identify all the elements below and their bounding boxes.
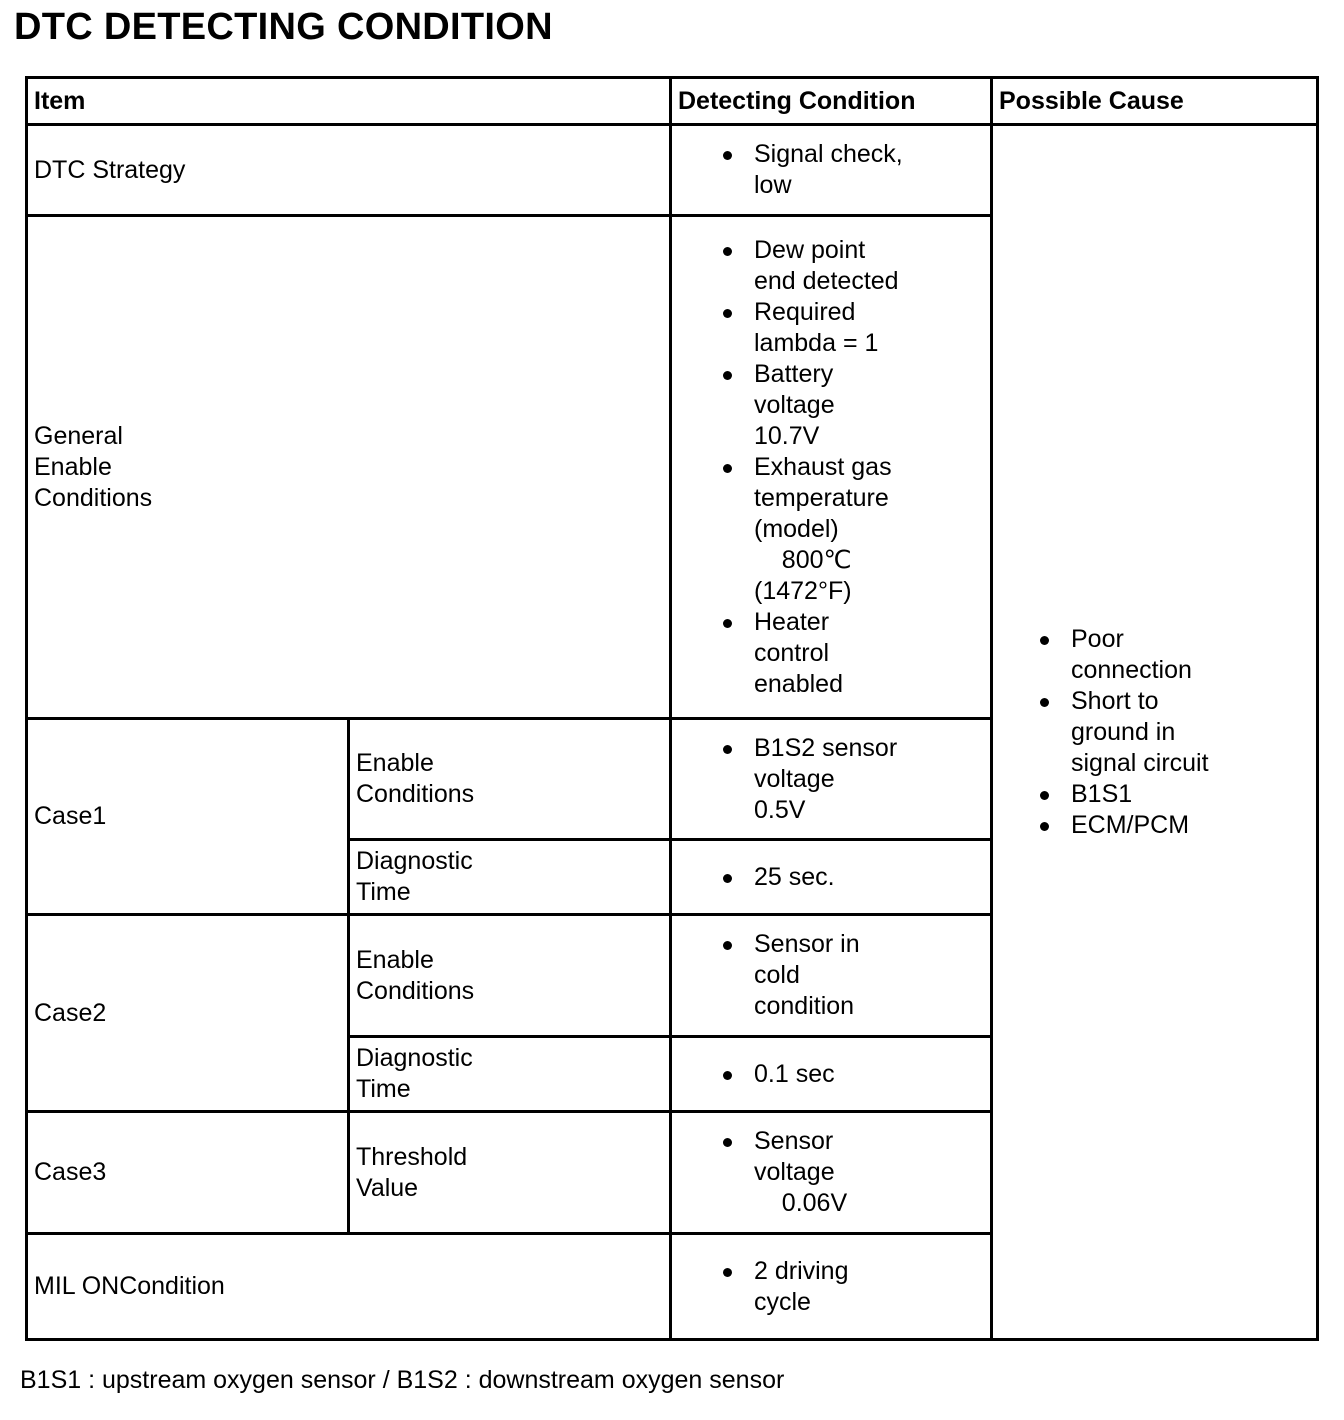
dtc-condition-table bbox=[25, 76, 1319, 1341]
bullet-item: 25 sec. bbox=[720, 862, 984, 893]
bullet-item: Signal check, low bbox=[720, 139, 984, 201]
bullet-item: Exhaust gas temperature (model) 800℃ (1472°F) bbox=[720, 452, 984, 607]
bullet-item: Short to ground in signal circuit bbox=[1037, 686, 1310, 779]
bullet-item: Poor connection bbox=[1037, 624, 1310, 686]
bullet-item: Sensor voltage 0.06V bbox=[720, 1126, 984, 1219]
header-item: Item bbox=[27, 78, 671, 125]
bullet-item: Dew point end detected bbox=[720, 235, 984, 297]
bullet-item: 2 driving cycle bbox=[720, 1256, 984, 1318]
condition-case2-enable bbox=[671, 915, 992, 1037]
item-general-enable: General Enable Conditions bbox=[27, 216, 671, 719]
page-title: DTC DETECTING CONDITION bbox=[14, 6, 553, 48]
sub-item-case1-enable: Enable Conditions bbox=[349, 719, 671, 840]
sub-item-case2-enable: Enable Conditions bbox=[349, 915, 671, 1037]
item-case2: Case2 bbox=[27, 915, 349, 1112]
condition-case2-time bbox=[671, 1037, 992, 1112]
condition-list bbox=[678, 929, 984, 1022]
item-case1: Case1 bbox=[27, 719, 349, 915]
sub-item-case3-threshold: Threshold Value bbox=[349, 1112, 671, 1234]
bullet-item: Sensor in cold condition bbox=[720, 929, 984, 1022]
condition-list bbox=[678, 733, 984, 826]
condition-list bbox=[678, 1126, 984, 1219]
possible-cause-cell bbox=[992, 125, 1318, 1340]
condition-case3-threshold bbox=[671, 1112, 992, 1234]
condition-general-enable bbox=[671, 216, 992, 719]
bullet-item: Heater control enabled bbox=[720, 607, 984, 700]
bullet-item: 0.1 sec bbox=[720, 1059, 984, 1090]
header-possible-cause: Possible Cause bbox=[992, 78, 1318, 125]
bullet-item: Required lambda = 1 bbox=[720, 297, 984, 359]
condition-list bbox=[678, 1256, 984, 1318]
sub-item-case2-time: Diagnostic Time bbox=[349, 1037, 671, 1112]
item-mil-on: MIL ONCondition bbox=[27, 1234, 671, 1340]
condition-dtc-strategy bbox=[671, 125, 992, 216]
bullet-item: Battery voltage 10.7V bbox=[720, 359, 984, 452]
condition-list bbox=[678, 139, 984, 201]
condition-list bbox=[678, 235, 984, 700]
bullet-item: B1S1 bbox=[1037, 779, 1310, 810]
row-dtc-strategy bbox=[27, 125, 1318, 216]
condition-list bbox=[678, 1059, 984, 1090]
item-case3: Case3 bbox=[27, 1112, 349, 1234]
condition-list bbox=[678, 862, 984, 893]
possible-cause-list bbox=[999, 624, 1310, 841]
footnote: B1S1 : upstream oxygen sensor / B1S2 : downstream oxygen sensor bbox=[20, 1366, 785, 1394]
condition-case1-enable bbox=[671, 719, 992, 840]
header-detecting-condition: Detecting Condition bbox=[671, 78, 992, 125]
sub-item-case1-time: Diagnostic Time bbox=[349, 840, 671, 915]
condition-case1-time bbox=[671, 840, 992, 915]
bullet-item: ECM/PCM bbox=[1037, 810, 1310, 841]
item-dtc-strategy: DTC Strategy bbox=[27, 125, 671, 216]
bullet-item: B1S2 sensor voltage 0.5V bbox=[720, 733, 984, 826]
condition-mil-on bbox=[671, 1234, 992, 1340]
table-header-row bbox=[27, 78, 1318, 125]
